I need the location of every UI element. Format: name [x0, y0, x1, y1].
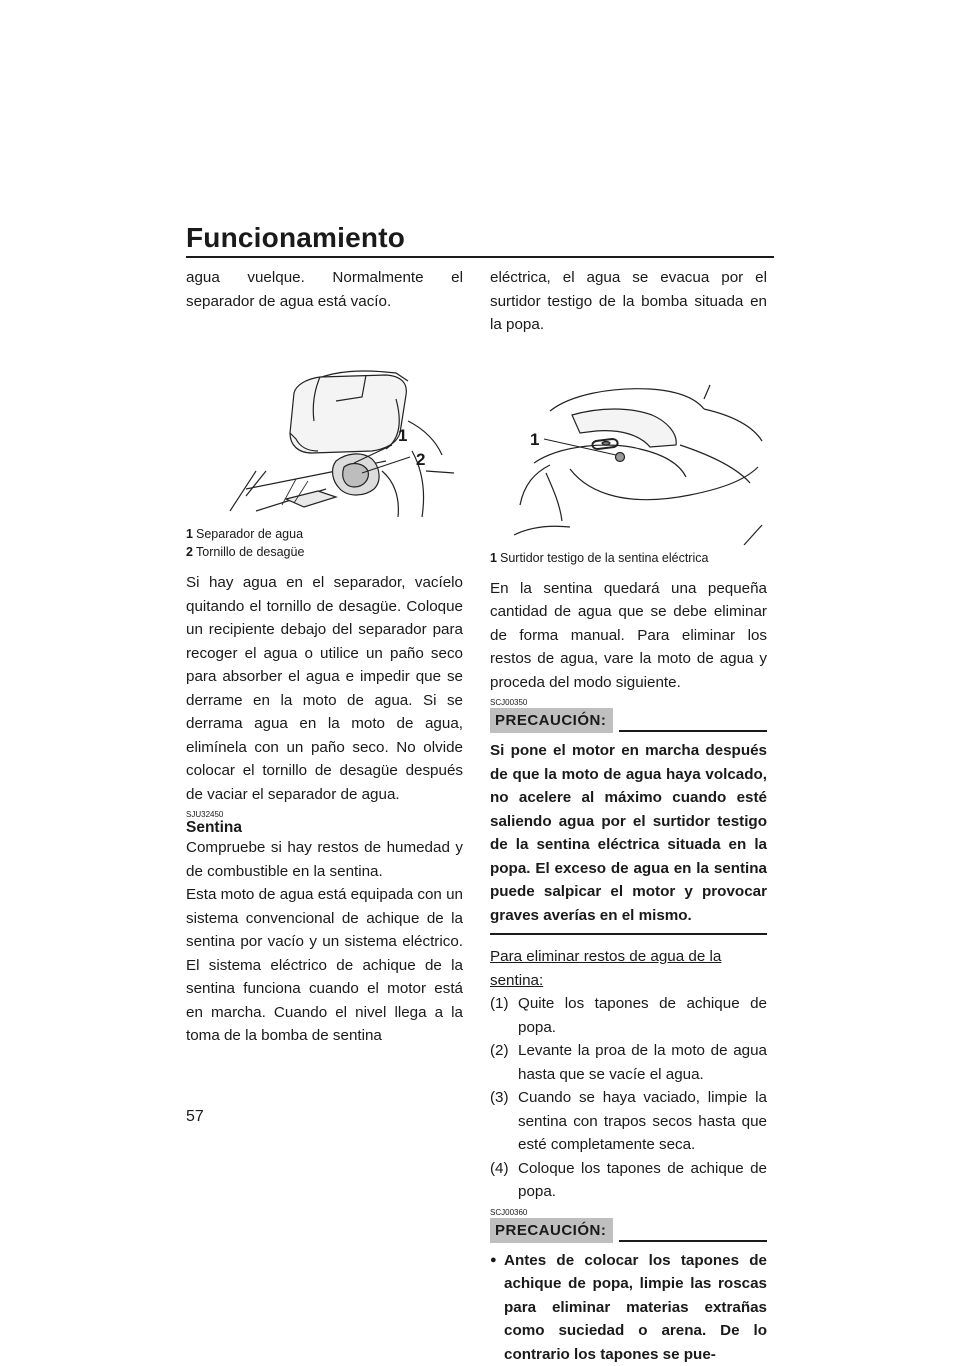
- caption-text: Separador de agua: [196, 525, 303, 543]
- caption-number: 2: [186, 543, 196, 561]
- step-number: (3): [490, 1086, 518, 1157]
- procedure-step: [490, 992, 767, 1039]
- procedure-step: [490, 1157, 767, 1204]
- paragraph: Compruebe si hay restos de humedad y de combustible en la sentina.: [186, 836, 463, 883]
- figure-captions: [186, 525, 463, 561]
- caution-rule: [619, 1240, 767, 1242]
- caution-header: [490, 1218, 767, 1243]
- caution-code: SCJ00350: [490, 698, 767, 707]
- procedure-title: Para eliminar restos de agua de la sentina:: [490, 945, 767, 992]
- callout-1: 1: [530, 430, 539, 449]
- procedure-step: [490, 1039, 767, 1086]
- caution-end-rule: [490, 933, 767, 935]
- paragraph: agua vuelque. Normalmente el separador de agua está vacío.: [186, 266, 463, 313]
- water-separator-figure: [186, 321, 463, 521]
- step-text: Quite los tapones de achique de popa.: [518, 992, 767, 1039]
- callout-2: 2: [416, 450, 425, 469]
- callout-1: 1: [398, 426, 407, 445]
- figure-captions: [490, 549, 767, 567]
- bullet-icon: ●: [490, 1249, 504, 1366]
- title-rule: [186, 256, 774, 258]
- procedure-step: [490, 1086, 767, 1157]
- step-number: (2): [490, 1039, 518, 1086]
- caption-number: 1: [490, 549, 500, 567]
- step-text: Levante la proa de la moto de agua hasta que se vacíe el agua.: [518, 1039, 767, 1086]
- caution-badge: PRECAUCIÓN:: [490, 1218, 613, 1243]
- caption-number: 1: [186, 525, 196, 543]
- caution-header: [490, 708, 767, 733]
- page-title: Funcionamiento: [186, 222, 405, 254]
- paragraph: eléctrica, el agua se evacua por el surtidor testigo de la bomba situada en la popa.: [490, 266, 767, 337]
- caution-code: SCJ00360: [490, 1208, 767, 1217]
- caption-item: [186, 543, 463, 561]
- caution-badge: PRECAUCIÓN:: [490, 708, 613, 733]
- bilge-outlet-illustration: [490, 345, 767, 545]
- water-separator-illustration: [186, 321, 463, 521]
- section-heading: Sentina: [186, 819, 463, 836]
- left-column: [186, 266, 463, 1048]
- caption-text: Surtidor testigo de la sentina eléctrica: [500, 549, 708, 567]
- caution-bullet: [490, 1249, 767, 1366]
- caption-text: Tornillo de desagüe: [196, 543, 304, 561]
- caution-bullet-text: Antes de colocar los tapones de achique de popa, limpie las roscas para eliminar materias extrañas como suciedad o arena. De lo contrario los tapones se pue-: [504, 1249, 767, 1366]
- caption-item: [490, 549, 767, 567]
- paragraph: Si hay agua en el separador, vacíelo quitando el tornillo de desagüe. Coloque un recipiente debajo del separador para recoger el agua o utilice un paño seco para absorber el agua e impedir que se derrame en la moto de agua. Si se derrama agua en la moto de agua, elimínela con un paño seco. No olvide colocar el tornillo de desagüe después de vaciar el separador de agua.: [186, 571, 463, 806]
- caption-item: [186, 525, 463, 543]
- section-code: SJU32450: [186, 810, 463, 819]
- step-number: (4): [490, 1157, 518, 1204]
- step-number: (1): [490, 992, 518, 1039]
- caution-text: Si pone el motor en marcha después de que la moto de agua haya volcado, no acelere al máximo cuando esté saliendo agua por el surtidor testigo de la sentina eléctrica situada en la popa. El exceso de agua en la sentina puede salpicar el motor y provocar graves averías en el mismo.: [490, 739, 767, 927]
- paragraph: Esta moto de agua está equipada con un sistema convencional de achique de la sentina por vacío y un sistema eléctrico. El sistema eléctrico de achique de la sentina funciona cuando el motor está en marcha. Cuando el nivel llega a la toma de la bomba de sentina: [186, 883, 463, 1048]
- page-number: 57: [186, 1108, 204, 1126]
- caution-rule: [619, 730, 767, 732]
- paragraph: En la sentina quedará una pequeña cantidad de agua que se debe eliminar de forma manual. Para eliminar los restos de agua, vare la moto de agua y proceda del modo siguiente.: [490, 577, 767, 695]
- bilge-outlet-figure: [490, 345, 767, 545]
- step-text: Coloque los tapones de achique de popa.: [518, 1157, 767, 1204]
- right-column: [490, 266, 767, 1366]
- step-text: Cuando se haya vaciado, limpie la sentina con trapos secos hasta que esté completamente seca.: [518, 1086, 767, 1157]
